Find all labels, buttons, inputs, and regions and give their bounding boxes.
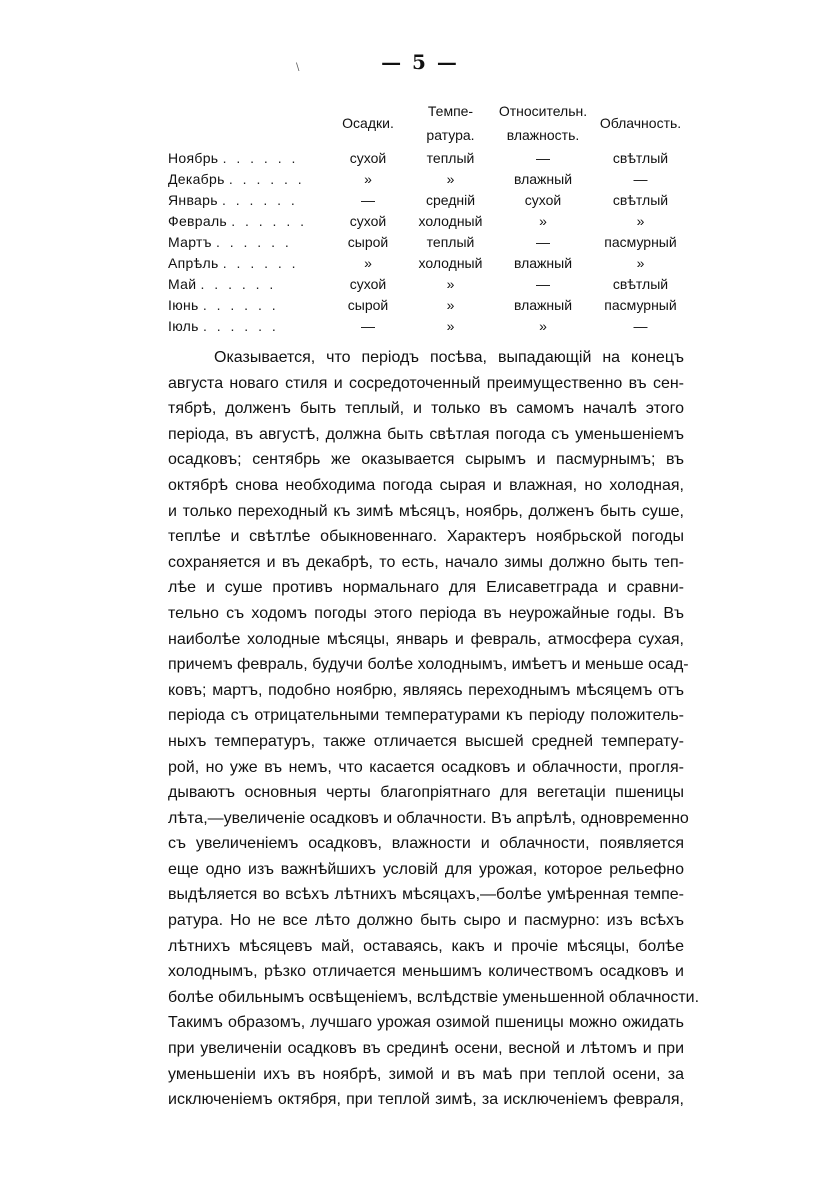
humidity-cell: — <box>536 234 550 250</box>
temperature-cell: » <box>446 171 455 187</box>
month-cell <box>168 253 333 274</box>
text-line: Оказывается, что періодъ посѣва, выпадающій на конецъ <box>214 349 684 366</box>
cloudiness-cell: » <box>636 255 645 271</box>
table-row <box>168 148 693 169</box>
text-line: сохраняется и въ декабрѣ, то есть, начало зимы должно быть теп- <box>168 553 684 571</box>
temperature-cell: холодный <box>418 213 483 229</box>
header-humidity-line2: влажность. <box>506 127 580 143</box>
precipitation-cell: — <box>361 192 375 208</box>
leader-dots: . . . . . . <box>202 318 279 334</box>
humidity-cell: влажный <box>513 171 573 187</box>
month-label: Апрѣль <box>168 255 219 271</box>
text-line: ныхъ температуръ, также отличается высшей средней температу- <box>168 732 684 750</box>
text-line: дываютъ основныя черты благопріятнаго для вегетаціи пшеницы <box>168 784 684 802</box>
text-line: исключеніемъ октября, при теплой зимѣ, за исключеніемъ февраля, <box>168 1091 684 1109</box>
leader-dots: . . . . . . <box>202 297 279 313</box>
text-line: холоднымъ, рѣзко отличается меньшимъ количествомъ осадковъ и <box>168 963 684 981</box>
temperature-cell: холодный <box>418 255 483 271</box>
precipitation-cell: сухой <box>349 276 387 292</box>
humidity-cell: влажный <box>513 255 573 271</box>
temperature-cell: » <box>446 297 455 313</box>
text-line: теплѣе и свѣтлѣе обыкновеннаго. Характеръ ноябрьской погоды <box>168 528 684 546</box>
text-line: рой, но уже въ немъ, что касается осадковъ и облачности, прогля- <box>168 758 684 776</box>
leader-dots: . . . . . . <box>222 192 298 208</box>
text-line: при увеличеніи осадковъ въ срединѣ осени, весной и лѣтомъ и при <box>168 1040 684 1058</box>
header-month <box>168 98 333 148</box>
body-text <box>168 345 700 1113</box>
text-line: періода съ отрицательными температурами къ періоду положитель- <box>168 707 684 725</box>
cloudiness-cell: свѣтлый <box>612 150 669 166</box>
stray-mark: \ <box>296 62 300 73</box>
humidity-cell: — <box>536 276 550 292</box>
humidity-cell: » <box>539 318 547 334</box>
text-line: Такимъ образомъ, лучшаго урожая озимой пшеницы можно ожидать <box>168 1014 684 1032</box>
humidity-cell: сухой <box>524 192 562 208</box>
page-number: — 5 — <box>381 50 459 74</box>
header-humidity <box>498 98 588 148</box>
leader-dots: . . . . . . <box>231 213 308 229</box>
temperature-cell: теплый <box>426 234 475 250</box>
table-row <box>168 253 693 274</box>
month-cell <box>168 295 333 316</box>
table-row <box>168 190 693 211</box>
table-row <box>168 295 693 316</box>
text-line: наиболѣе холодные мѣсяцы, январь и февраль, атмосфера сухая, <box>168 630 684 648</box>
month-cell <box>168 316 333 337</box>
table-row <box>168 232 693 253</box>
leader-dots: . . . . . . <box>200 276 277 292</box>
precipitation-cell: — <box>361 318 375 334</box>
humidity-cell: » <box>539 213 547 229</box>
table-row <box>168 316 693 337</box>
text-line: осадковъ; сентябрь же оказывается сырымъ и пасмурнымъ; въ <box>168 451 684 469</box>
precipitation-cell: сырой <box>347 297 389 313</box>
weather-table <box>168 98 693 337</box>
cloudiness-cell: свѣтлый <box>612 276 669 292</box>
text-line: болѣе обильнымъ освѣщеніемъ, вслѣдствіе уменьшенной облачности. <box>168 988 700 1006</box>
header-temperature-line2: ратура. <box>426 127 475 143</box>
leader-dots: . . . . . . <box>222 150 299 166</box>
text-line: октябрѣ снова необходима погода сырая и влажная, но холодная, <box>168 476 684 494</box>
header-temperature <box>403 98 498 148</box>
leader-dots: . . . . . . <box>222 255 299 271</box>
text-line: съ увеличеніемъ осадковъ, влажности и облачности, появляется <box>168 835 684 853</box>
cloudiness-cell: свѣтлый <box>612 192 669 208</box>
text-line: лѣтнихъ мѣсяцевъ май, оставаясь, какъ и прочіе мѣсяцы, болѣе <box>168 937 684 955</box>
text-line: ковъ; мартъ, подобно ноябрю, являясь переходнымъ мѣсяцемъ отъ <box>168 681 684 699</box>
text-line: ратура. Но не все лѣто должно быть сыро и пасмурно: изъ всѣхъ <box>168 912 684 930</box>
table-row <box>168 169 693 190</box>
month-cell <box>168 190 333 211</box>
cloudiness-cell: — <box>633 318 648 334</box>
month-label: Январь <box>168 192 218 208</box>
cloudiness-cell: пасмурный <box>604 297 677 313</box>
month-cell <box>168 169 333 190</box>
header-precipitation: Осадки. <box>342 114 394 131</box>
text-line: періода, въ августѣ, должна быть свѣтлая погода съ уменьшеніемъ <box>168 425 684 443</box>
month-cell <box>168 148 333 169</box>
header-cloudiness: Облачность. <box>599 114 682 131</box>
month-cell <box>168 232 333 253</box>
text-line: тябрѣ, долженъ быть теплый, и только въ самомъ началѣ этого <box>168 400 684 418</box>
month-label: Декабрь <box>168 171 225 187</box>
precipitation-cell: сухой <box>349 150 387 166</box>
temperature-cell: » <box>446 276 455 292</box>
temperature-cell: » <box>446 318 455 334</box>
precipitation-cell: сырой <box>347 234 389 250</box>
table-row <box>168 211 693 232</box>
text-line: и только переходный къ зимѣ мѣсяцъ, ноябрь, долженъ быть суше, <box>168 502 684 520</box>
temperature-cell: теплый <box>426 150 475 166</box>
temperature-cell: средній <box>425 192 476 208</box>
text-line: уменьшеніи ихъ въ ноябрѣ, зимой и въ маѣ при теплой осени, за <box>168 1065 684 1083</box>
cloudiness-cell: » <box>636 213 645 229</box>
month-cell <box>168 274 333 295</box>
text-line: лѣта,—увеличеніе осадковъ и облачности. Въ апрѣлѣ, одновременно <box>168 809 689 827</box>
leader-dots: . . . . . . <box>215 234 292 250</box>
leader-dots: . . . . . . <box>228 171 305 187</box>
month-label: Февраль <box>168 213 228 229</box>
month-label: Іюнь <box>168 297 199 313</box>
precipitation-cell: сухой <box>349 213 387 229</box>
text-line: тельно съ ходомъ погоды этого періода въ неурожайные годы. Въ <box>168 604 684 622</box>
month-label: Мартъ <box>168 234 212 250</box>
month-cell <box>168 211 333 232</box>
cloudiness-cell: пасмурный <box>604 234 677 250</box>
text-line: лѣе и суше противъ нормальнаго для Елисаветграда и сравни- <box>168 579 684 597</box>
table-header-row <box>168 98 693 148</box>
month-label: Іюль <box>168 318 199 334</box>
header-humidity-line1: Относительн. <box>498 103 588 119</box>
month-label: Ноябрь <box>168 150 219 166</box>
precipitation-cell: » <box>364 171 372 187</box>
precipitation-cell: » <box>364 255 372 271</box>
month-label: Май <box>168 276 197 292</box>
header-temperature-line1: Темпе- <box>427 103 474 119</box>
cloudiness-cell: — <box>633 171 648 187</box>
text-line: выдѣляется во всѣхъ лѣтнихъ мѣсяцахъ,—болѣе умѣренная темпе- <box>168 886 684 904</box>
text-line: августа новаго стиля и сосредоточенный преимущественно въ сен- <box>168 374 684 392</box>
humidity-cell: влажный <box>513 297 573 313</box>
table-row <box>168 274 693 295</box>
text-line: еще одно изъ важнѣйшихъ условій для урожая, которое рельефно <box>168 860 684 878</box>
humidity-cell: — <box>536 150 550 166</box>
text-line: причемъ февраль, будучи болѣе холоднымъ, имѣетъ и меньше осад- <box>168 656 689 674</box>
